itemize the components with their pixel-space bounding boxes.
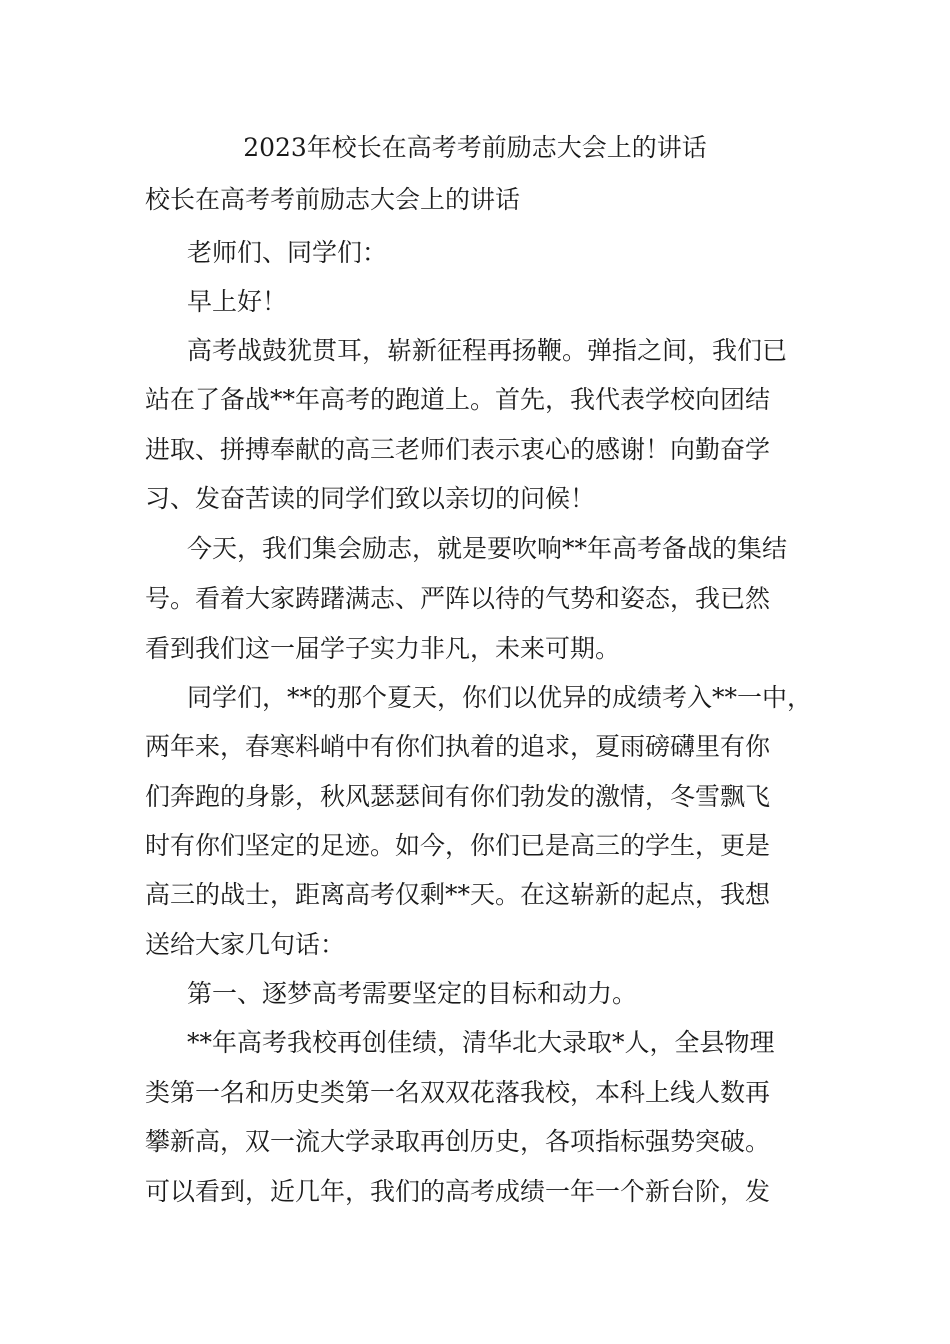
paragraph-line: 看到我们这一届学子实力非凡，未来可期。 [145,634,621,663]
paragraph-line: 今天，我们集会励志，就是要吹响**年高考备战的集结 [187,534,788,563]
document-subtitle: 校长在高考考前励志大会上的讲话 [145,185,521,214]
section-heading: 第一、逐梦高考需要坚定的目标和动力。 [187,979,638,1008]
document-title: 2023年校长在高考考前励志大会上的讲话 [243,133,707,162]
paragraph-line: 类第一名和历史类第一名双双花落我校，本科上线人数再 [145,1078,771,1107]
paragraph-line: 高考战鼓犹贯耳，崭新征程再扬鞭。弹指之间，我们已 [187,336,788,365]
paragraph-line: 可以看到，近几年，我们的高考成绩一年一个新台阶，发 [145,1177,771,1206]
paragraph-line: 站在了备战**年高考的跑道上。首先，我代表学校向团结 [145,385,771,414]
paragraph-line: 号。看着大家踌躇满志、严阵以待的气势和姿态，我已然 [145,584,771,613]
greeting: 早上好！ [187,287,288,316]
paragraph-line: 送给大家几句话： [145,930,346,959]
salutation: 老师们、同学们： [187,238,388,267]
paragraph-line: 们奔跑的身影，秋风瑟瑟间有你们勃发的激情，冬雪飘飞 [145,782,771,811]
paragraph-line: 同学们，**的那个夏天，你们以优异的成绩考入**一中， [187,683,813,712]
paragraph-line: 时有你们坚定的足迹。如今，你们已是高三的学生，更是 [145,831,771,860]
paragraph-line: 攀新高，双一流大学录取再创历史，各项指标强势突破。 [145,1127,771,1156]
paragraph-line: 进取、拼搏奉献的高三老师们表示衷心的感谢！向勤奋学 [145,435,771,464]
paragraph-line: 两年来，春寒料峭中有你们执着的追求，夏雨磅礴里有你 [145,732,771,761]
paragraph-line: **年高考我校再创佳绩，清华北大录取*人，全县物理 [187,1028,775,1057]
paragraph-line: 习、发奋苦读的同学们致以亲切的问候！ [145,484,596,513]
paragraph-line: 高三的战士，距离高考仅剩**天。在这崭新的起点，我想 [145,880,771,909]
